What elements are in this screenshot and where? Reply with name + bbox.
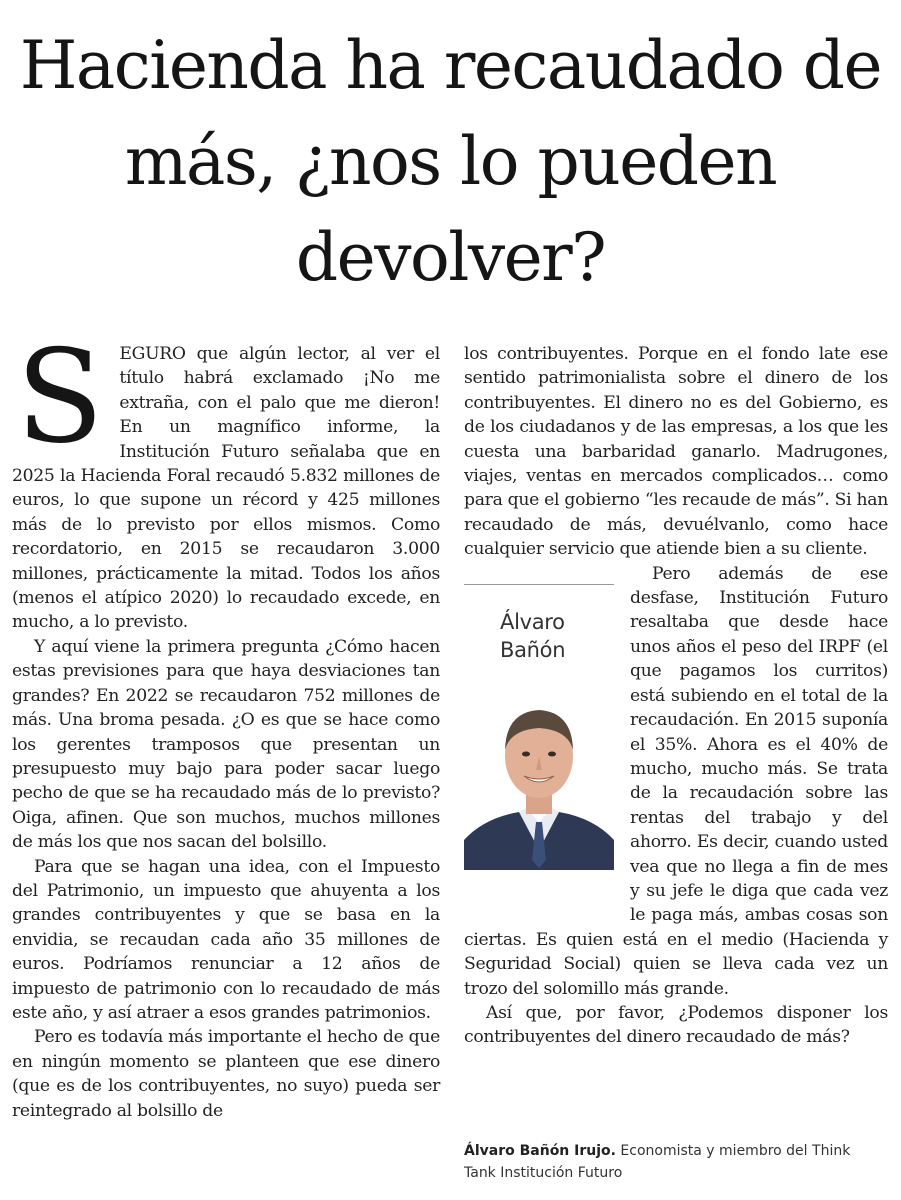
paragraph-5-text: los contribuyentes. Porque en el fondo late ese sentido patrimonialista sobre el dinero de los contribuyentes. El dinero no es del Gobierno, es de los ciudadanos y de las empresas, a los que les cuesta una barbaridad ganarlo. Madrugones, viajes, ventas en mercados complicados… como para que el gobierno “les recaude de más”. Si han recaudado de más, devuélvanlo, como hace cualquier servicio que atiende bien a su cliente. bbox=[464, 344, 888, 560]
paragraph-6: Pero además de ese desfase, Institución Futuro resaltaba que desde hace unos años el peso del IRPF (el que pagamos los curritos) está subiendo en el total de la recaudación. En 2015 suponía el 35%. Ahora es el 40% de mucho, mucho más. Se trata de la recaudación sobre las rentas del trabajo y del ahorro. Es decir, cuando usted vea que no llega a fin de mes y su jefe le diga que cada vez le paga más, ambas cosas son ciertas. Es quien está en el medio (Hacienda y Seguridad Social) quien se lleva cada vez un trozo del solomillo más grande. bbox=[464, 563, 888, 999]
article-column-1 bbox=[12, 323, 440, 1123]
paragraph-2: Y aquí viene la primera pregunta ¿Cómo hacen estas previsiones para que haya desviaciones tan grandes? En 2022 se recaudaron 752 millones de más. Una broma pesada. ¿O es que se hace como los gerentes tramposos que presentan un presupuesto muy bajo para poder sacar luego pecho de que se ha recaudado más de lo previsto? Oiga, afinen. Que son muchos, muchos millones de más los que nos sacan del bolsillo. bbox=[12, 636, 440, 853]
author-box bbox=[464, 568, 616, 924]
author-box-name bbox=[500, 608, 610, 664]
article-headline: Hacienda ha recaudado de más, ¿nos lo pueden devolver? bbox=[19, 27, 882, 296]
author-last-name: Bañón bbox=[500, 637, 566, 662]
author-portrait-image bbox=[464, 690, 614, 870]
author-first-name: Álvaro bbox=[500, 609, 565, 634]
article-column-2 bbox=[464, 342, 888, 1050]
drop-cap: S bbox=[16, 323, 104, 472]
paragraph-5 bbox=[464, 342, 888, 562]
paragraph-1: EGURO que algún lector, al ver el título habrá exclamado ¡No me extraña, con el palo que me dieron! En un magnífico informe, la Institución Futuro señalaba que en 2025 la Hacienda Foral recaudó 5.832 millones de euros, lo que supone un récord y 425 millones más de lo previsto por ellos mismos. Como recordatorio, en 2015 se recaudaron 3.000 millones, prácticamente la mitad. Todos los años (menos el atípico 2020) lo recaudado excede, en mucho, a lo previsto. bbox=[12, 344, 440, 633]
byline-role: Economista y miembro del Think Tank Institución Futuro bbox=[464, 1143, 851, 1181]
paragraph-7: Así que, por favor, ¿Podemos disponer los contribuyentes del dinero recaudado de más? bbox=[464, 1002, 888, 1048]
byline bbox=[464, 1140, 884, 1184]
paragraph-3: Para que se hagan una idea, con el Impuesto del Patrimonio, un impuesto que ahuyenta a los grandes contribuyentes y que se basa en la envidia, se recaudan cada año 35 millones de euros. Podríamos renunciar a 12 años de impuesto de patrimonio con lo recaudado de más este año, y así atraer a esos grandes patrimonios. bbox=[12, 856, 440, 1023]
byline-name: Álvaro Bañón Irujo. bbox=[464, 1143, 616, 1159]
author-box-rule bbox=[464, 584, 614, 585]
author-photo bbox=[464, 690, 614, 870]
paragraph-4: Pero es todavía más importante el hecho de que en ningún momento se planteen que ese dinero (que es de los contribuyentes, no suyo) pueda ser reintegrado al bolsillo de bbox=[12, 1027, 440, 1121]
